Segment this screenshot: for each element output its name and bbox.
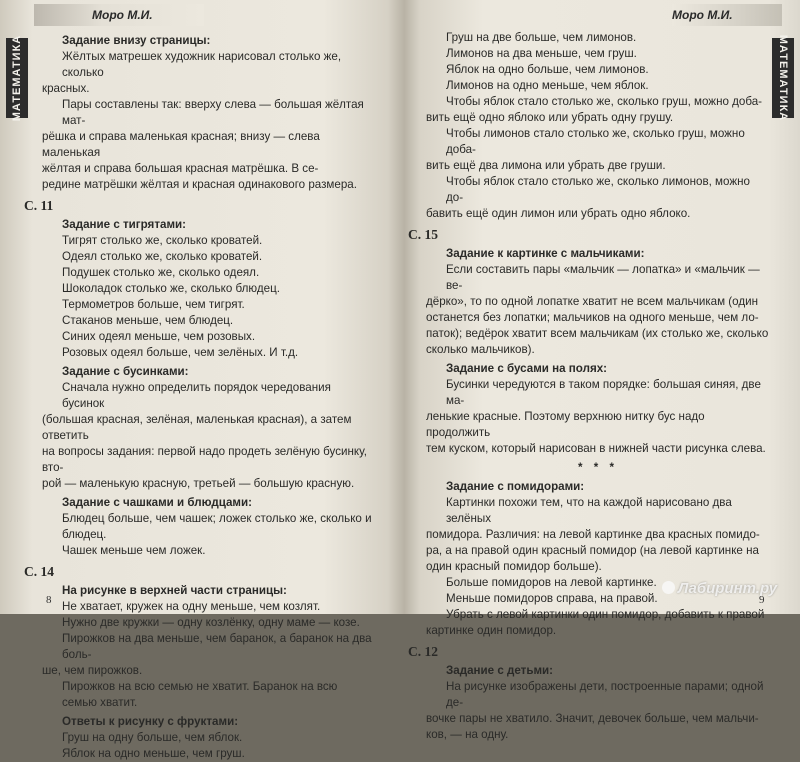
task-heading: Задание с помидорами:	[446, 480, 585, 493]
section-number: С. 14	[24, 564, 54, 579]
text-line: помидора. Различия: на левой картинке два красных помидо-	[426, 528, 760, 541]
text-line: бавить ещё один лимон или убрать одно яблоко.	[426, 207, 691, 220]
task-heading: Задание с бусами на полях:	[446, 362, 608, 375]
text-line: Лимонов на одно меньше, чем яблок.	[446, 79, 649, 92]
text-line: Стаканов меньше, чем блюдец.	[62, 314, 234, 327]
text-line: останется без лопатки; мальчиков на одного меньше, чем ло-	[426, 311, 759, 324]
text-line: Синих одеял меньше, чем розовых.	[62, 330, 256, 343]
section-number: С. 12	[408, 644, 438, 659]
text-line: вить ещё два лимона или убрать две груши.	[426, 159, 666, 172]
text-line: редине матрёшки жёлтая и красная одинакового размера.	[42, 178, 357, 191]
text-line: Лимонов на два меньше, чем груш.	[446, 47, 637, 60]
text-line: Чашек меньше чем ложек.	[62, 544, 206, 557]
text-line: Пирожков на два меньше, чем баранок, а баранок на два боль-	[62, 632, 372, 661]
text-line: сколько мальчиков).	[426, 343, 535, 356]
text-line: вить ещё одно яблоко или убрать одну грушу.	[426, 111, 674, 124]
text-line: Одеял столько же, сколько кроватей.	[62, 250, 263, 263]
text-line: Розовых одеял больше, чем зелёных. И т.д.	[62, 346, 299, 359]
text-line: Блюдец больше, чем чашек; ложек столько же, сколько и блюдец.	[62, 512, 372, 541]
text-line: дёрко», то по одной лопатке хватит не всем мальчикам (один	[426, 295, 759, 308]
left-page-text	[24, 30, 374, 762]
task-heading: Задание внизу страницы:	[62, 34, 211, 47]
side-tab-label: МАТЕМАТИКА	[11, 34, 23, 122]
text-line: Чтобы лимонов стало столько же, сколько груш, можно доба-	[446, 127, 745, 156]
text-line: Меньше помидоров справа, на правой.	[446, 592, 658, 605]
text-line: паток); ведёрок хватит всем мальчикам (их столько же, сколько	[426, 327, 769, 340]
text-line: ра, а на правой один красный помидор (на левой картинке на	[426, 544, 759, 557]
text-line: (большая красная, зелёная, маленькая красная), а затем ответить	[42, 413, 352, 442]
text-line: Чтобы яблок стало столько же, сколько лимонов, можно до-	[446, 175, 750, 204]
section-number: С. 15	[408, 227, 438, 242]
text-line: один красный помидор больше).	[426, 560, 602, 573]
task-heading: Задание с чашками и блюдцами:	[62, 496, 252, 509]
page-number-left: 8	[46, 594, 52, 606]
text-line: Тигрят столько же, сколько кроватей.	[62, 234, 263, 247]
text-line: Не хватает, кружек на одну меньше, чем козлят.	[62, 600, 321, 613]
task-heading: Задание с тигрятами:	[62, 218, 187, 231]
text-line: Чтобы яблок стало столько же, сколько груш, можно доба-	[446, 95, 763, 108]
text-line: ленькие красные. Поэтому верхнюю нитку бус надо продолжить	[426, 410, 705, 439]
text-line: Больше помидоров на левой картинке.	[446, 576, 657, 589]
right-page	[404, 0, 800, 741]
text-line: Убрать с левой картинки один помидор, добавить к правой	[446, 608, 765, 621]
text-line: на вопросы задания: первой надо продеть зелёную бусинку, вто-	[42, 445, 367, 474]
text-line: Груш на две больше, чем лимонов.	[446, 31, 637, 44]
text-line: Картинки похожи тем, что на каждой нарисовано два зелёных	[446, 496, 732, 525]
separator-stars: * * *	[578, 461, 618, 474]
text-line: Термометров больше, чем тигрят.	[62, 298, 245, 311]
text-line: жёлтая и справа большая красная матрёшка. В се-	[42, 162, 319, 175]
side-tab-label: МАТЕМАТИКА	[777, 34, 789, 122]
text-line: Жёлтых матрешек художник нарисовал столько же, сколько	[62, 50, 342, 79]
text-line: картинке один помидор.	[426, 624, 557, 637]
right-page-text	[408, 30, 770, 743]
text-line: Если составить пары «мальчик — лопатка» и «мальчик — ве-	[446, 263, 760, 292]
text-line: Нужно две кружки — одну козлёнку, одну маме — козе.	[62, 616, 360, 629]
text-line: ше, чем пирожков.	[42, 664, 143, 677]
running-header-left: Моро М.И.	[34, 4, 204, 26]
text-line: На рисунке изображены дети, построенные парами; одной де-	[446, 680, 764, 709]
text-line: Подушек столько же, сколько одеял.	[62, 266, 260, 279]
task-heading: Задание с бусинками:	[62, 365, 189, 378]
text-line: Сначала нужно определить порядок чередования бусинок	[62, 381, 331, 410]
text-line: Бусинки чередуются в таком порядке: большая синяя, две ма-	[446, 378, 761, 407]
text-line: рёшка и справа маленькая красная; внизу — слева маленькая	[42, 130, 320, 159]
side-tab-left	[6, 34, 28, 122]
text-line: Пары составлены так: вверху слева — большая жёлтая мат-	[62, 98, 364, 127]
page-number-right: 9	[759, 594, 765, 606]
text-line: красных.	[42, 82, 90, 95]
running-header-right: Моро М.И.	[672, 4, 782, 26]
text-line: рой — маленькую красную, третьей — большую красную.	[42, 477, 355, 490]
text-line: Яблок на одно больше, чем лимонов.	[446, 63, 649, 76]
text-line: вочке пары не хватило. Значит, девочек больше, чем мальчи-	[426, 712, 759, 725]
watermark	[662, 580, 777, 597]
text-line: Груш на одну больше, чем яблок.	[62, 731, 243, 744]
text-line: Пирожков на всю семью не хватит. Баранок на всю семью хватит.	[62, 680, 338, 709]
watermark-text: Лабиринт.ру	[678, 580, 778, 597]
labirint-logo-icon	[662, 581, 675, 594]
text-line: Шоколадок столько же, сколько блюдец.	[62, 282, 280, 295]
section-number: С. 11	[24, 198, 54, 213]
task-heading: Задание с детьми:	[446, 664, 554, 677]
text-line: ков, — на одну.	[426, 728, 509, 741]
task-heading: На рисунке в верхней части страницы:	[62, 584, 287, 597]
task-heading: Ответы к рисунку с фруктами:	[62, 715, 239, 728]
text-line: тем куском, который нарисован в нижней части рисунка слева.	[426, 442, 766, 455]
text-line: Яблок на одно меньше, чем груш.	[62, 747, 245, 760]
task-heading: Задание к картинке с мальчиками:	[446, 247, 645, 260]
side-tab-right	[772, 34, 794, 122]
